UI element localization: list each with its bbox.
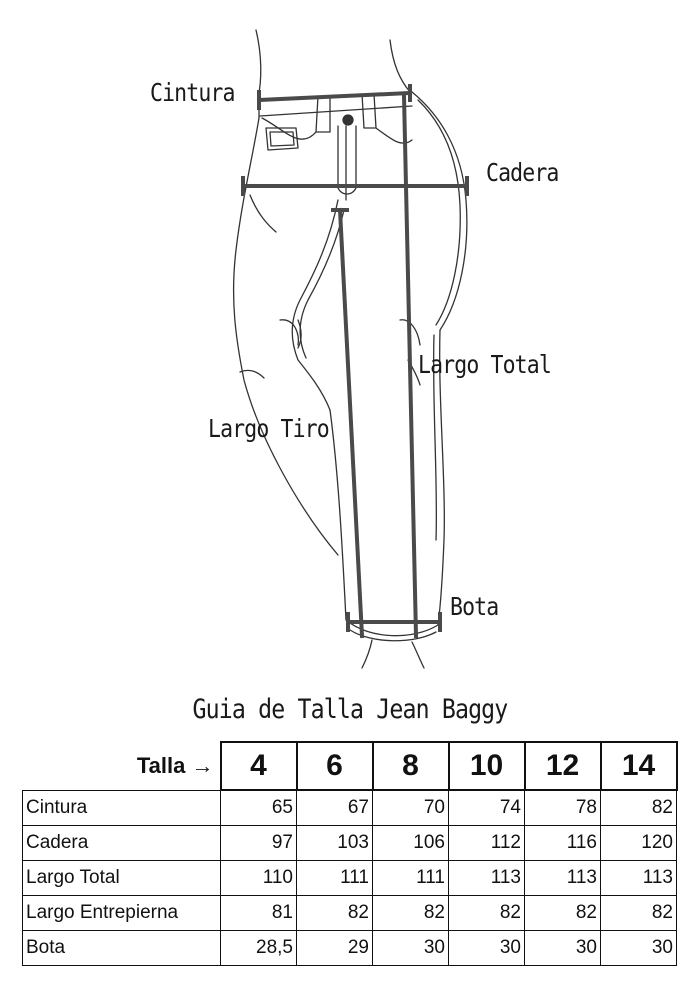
label-total-length: Largo Total: [418, 350, 551, 379]
size-header-cell: 4: [221, 742, 297, 790]
size-header-label: Talla →: [136, 752, 214, 778]
table-cell: 116: [525, 826, 601, 861]
label-hem: Bota: [450, 592, 499, 621]
table-cell: 65: [221, 790, 297, 826]
table-cell: 82: [297, 896, 373, 931]
table-cell: 81: [221, 896, 297, 931]
table-cell: 67: [297, 790, 373, 826]
table-cell: 110: [221, 861, 297, 896]
table-cell: 78: [525, 790, 601, 826]
table-cell: 120: [601, 826, 677, 861]
table-cell: 29: [297, 931, 373, 966]
table-cell: 106: [373, 826, 449, 861]
size-header-cell: 6: [297, 742, 373, 790]
label-rise: Largo Tiro: [208, 414, 329, 443]
label-hip: Cadera: [486, 158, 559, 187]
table-row: [23, 790, 677, 826]
table-cell: 82: [601, 790, 677, 826]
jeans-outline: [234, 30, 467, 668]
table-cell: 30: [449, 931, 525, 966]
table-cell: 111: [373, 861, 449, 896]
size-table: [22, 741, 678, 966]
table-cell: 103: [297, 826, 373, 861]
size-guide-title: Guia de Talla Jean Baggy: [192, 694, 508, 725]
table-cell: 113: [525, 861, 601, 896]
label-waist: Cintura: [150, 78, 235, 107]
row-label: Bota: [23, 931, 221, 966]
waist-line: [259, 93, 410, 100]
size-header-row: [23, 742, 677, 790]
row-label: Cadera: [23, 826, 221, 861]
size-header-cell: 14: [601, 742, 677, 790]
size-header-cell: 12: [525, 742, 601, 790]
table-row: [23, 826, 677, 861]
table-cell: 82: [525, 896, 601, 931]
row-label: Largo Entrepierna: [23, 896, 221, 931]
size-header-cell: 10: [449, 742, 525, 790]
table-cell: 97: [221, 826, 297, 861]
table-cell: 112: [449, 826, 525, 861]
table-cell: 82: [449, 896, 525, 931]
table-row: [23, 896, 677, 931]
table-cell: 74: [449, 790, 525, 826]
table-cell: 82: [601, 896, 677, 931]
row-label: Largo Total: [23, 861, 221, 896]
size-header-cell: 8: [373, 742, 449, 790]
table-cell: 111: [297, 861, 373, 896]
table-row: [23, 861, 677, 896]
table-cell: 30: [525, 931, 601, 966]
table-cell: 70: [373, 790, 449, 826]
row-label: Cintura: [23, 790, 221, 826]
table-row: [23, 931, 677, 966]
table-cell: 82: [373, 896, 449, 931]
table-cell: 30: [373, 931, 449, 966]
table-cell: 28,5: [221, 931, 297, 966]
table-cell: 113: [449, 861, 525, 896]
table-cell: 113: [601, 861, 677, 896]
table-cell: 30: [601, 931, 677, 966]
total-length-line: [404, 96, 416, 636]
